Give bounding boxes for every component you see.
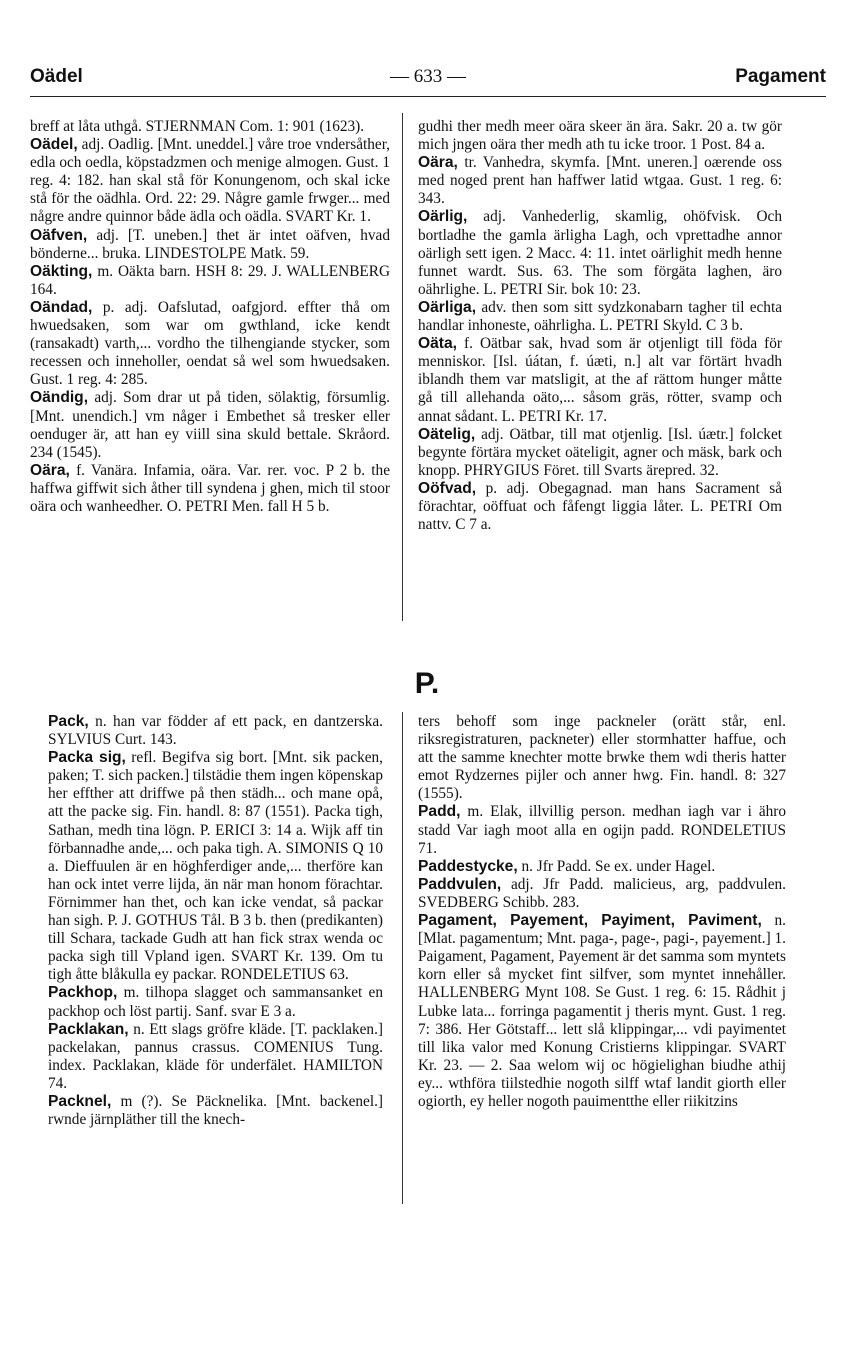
entry-text: refl. Begifva sig bort. [Mnt. sik packen, paken; T. sich packen.] tilstädie them ingen köpenskap her effther att driffwe på then städh... och mane opå, att the packe sig. Fin. handl. 8: 87 (1551). Packa tigh, Sathan, medh tina lögn. P. ERICI 3: 14 a. Wijk aff tin förbannadhe ande,... och paka tigh. A. SIMONIS Q 10 a. Dieffuulen är en höghferdiger ande,... therföre kan han ock intet verre lijda, än när man honom förachtar. Förnimmer han thet, och kan icke vendat, så packar han sigh. P. J. GOTHUS Tål. B 3 b. then (predikanten) till Schara, tackade Gudh att han fick strax wenda oc packa sigh till Vpland igen. SVART Kr. 139. Om tu tigh åtte blåkulla ey packar. RONDELETIUS 63. (48, 749, 384, 984)
dictionary-entry (418, 426, 782, 480)
dictionary-entry (30, 389, 390, 461)
dictionary-entry (48, 1021, 383, 1093)
page-header (30, 66, 826, 92)
column-bottom-left (48, 713, 383, 1129)
entry-headword: Oädel, (30, 136, 78, 154)
entry-headword: Pack, (48, 713, 89, 730)
column-divider-bottom (402, 712, 403, 1204)
header-right-keyword: Pagament (735, 66, 826, 87)
entry-text: adj. [T. uneben.] thet är intet oäfven, hvad bönderne... bruka. LINDESTOLPE Matk. 59. (30, 226, 390, 262)
dictionary-entry (30, 227, 390, 263)
dictionary-entry (418, 154, 782, 208)
dictionary-entry (30, 462, 390, 516)
entry-headword: Packhop, (48, 984, 118, 1002)
column-top-left (30, 118, 390, 516)
header-rule (30, 96, 826, 97)
dictionary-entry (418, 208, 782, 298)
page-number: — 633 — (390, 66, 466, 87)
dictionary-entry (30, 118, 390, 136)
entry-headword: Packnel, (48, 1092, 112, 1110)
entry-headword: Oära, (418, 154, 458, 172)
column-top-right (418, 118, 782, 534)
entry-text: breff at låta uthgå. STJERNMAN Com. 1: 901 (1623). (30, 118, 365, 135)
entry-text: ters behoff som inge packneler (orätt står, enl. riksregistraturen, packneter) eller stormhatter haffue, och att the samme knechter motte brwke them wdi theris hatter emot Rydzernes pijler och anner hwg. Fin. handl. 8: 327 (1555). (418, 713, 786, 803)
dictionary-entry (418, 299, 782, 335)
entry-text: m. tilhopa slagget och sammansanket en packhop och löst partij. Sanf. svar E 3 a. (48, 984, 383, 1020)
entry-text: n. Ett slags gröfre kläde. [T. packlaken.] packelakan, pannus crassus. COMENIUS Tung. index. Packlakan, kläde för underfälet. HAMILTON 74. (48, 1020, 383, 1092)
entry-text: m (?). Se Päcknelika. [Mnt. backenel.] rwnde järnpläther till the knech- (48, 1092, 383, 1129)
entry-headword: Oändig, (30, 389, 89, 407)
entry-headword: Oändad, (30, 298, 93, 316)
entry-headword: Paddvulen, (418, 875, 502, 893)
entry-headword: Oätelig, (418, 425, 476, 443)
entry-text: adj. Vanhederlig, skamlig, ohöfvisk. Och bortladhe the gamla ärligha Lagh, och vprettadhe annor oärligh sett igen. 2 Macc. 4: 11. intet oärlighit medh henne funnet wardt. Sus. 63. The som förgäta laghen, äro oährlighe. L. PETRI Sir. bok 10: 23. (418, 208, 782, 298)
entry-headword: Oäkting, (30, 262, 93, 280)
entry-headword: Pagament, Payement, Payiment, Paviment, (418, 912, 762, 930)
dictionary-entry (418, 858, 786, 876)
entry-text: m. Elak, illvillig person. medhan iagh var i ähro stadd Var iagh moot alla en ogijn padd. RONDELETIUS 71. (418, 803, 786, 857)
dictionary-entry (418, 118, 782, 154)
dictionary-entry (48, 713, 383, 749)
dictionary-entry (30, 136, 390, 226)
entry-text: gudhi ther medh meer oära skeer än ära. Sakr. 20 a. tw gör mich jngen oära ther medh ath tu icke troor. 1 Post. 84 a. (418, 118, 782, 154)
entry-headword: Padd, (418, 803, 461, 821)
dictionary-entry (30, 299, 390, 389)
dictionary-entry (418, 803, 786, 857)
dictionary-entry (418, 912, 786, 1111)
entry-text: n. [Mlat. pagamentum; Mnt. paga-, page-, pagi-, payement.] 1. Paigament, Pagament, Payement är det samma som myntets korn eller så mycket fint silfver, som myntet innehåller. HALLENBERG Mynt 108. Se Gust. 1 reg. 6: 15. Rådhit j Lubke lata... forringa pagamentit j theris mynt. Gust. 1 reg. 7: 386. Her Götstaff... lett slå klippingar,... vdi payimentet till lika valor med Konung Cristierns klippingar. SVART Kr. 23. — 2. Saa welom wij oc högielighan biudhe athij ey... wthföra tiilstedhie nogoth silff wtaf landit giorth eller ogiorth, ey heller nogoth pauimentthe eller riikitzins (418, 912, 786, 1110)
section-letter: P. (414, 667, 440, 700)
entry-headword: Oärliga, (418, 298, 477, 316)
entry-text: p. adj. Obegagnad. man hans Sacrament så förachtar, oöffuat och fåfengt liggia låter. L. PETRI Om nattv. C 7 a. (418, 479, 782, 534)
entry-text: tr. Vanhedra, skymfa. [Mnt. uneren.] oærende oss med noged prent han haffwer latid wtgaa. Gust. 1 reg. 6: 343. (418, 154, 782, 208)
dictionary-entry (48, 984, 383, 1020)
entry-headword: Oäfven, (30, 226, 88, 244)
header-left-keyword: Oädel (30, 66, 83, 87)
entry-text: adv. then som sitt sydzkonabarn tagher til echta handlar inhoneste, oährligha. L. PETRI Skyld. C 3 b. (418, 298, 782, 335)
entry-headword: Oäta, (418, 335, 457, 353)
dictionary-entry (48, 749, 383, 984)
entry-text: f. Oätbar sak, hvad som är otjenligt till föda för menniskor. [Isl. úátan, f. úæti, n.] alt var förtärt hvadh iblandh them var matsligit, at the af rättom hunger måtte gå till allehanda oäto,... såsom gräs, rötter, svamp och annat sådant. L. PETRI Kr. 17. (418, 335, 782, 425)
column-divider-top (402, 113, 403, 621)
dictionary-entry (418, 713, 786, 803)
column-bottom-right (418, 713, 786, 1111)
entry-text: adj. Som drar ut på tiden, sölaktig, försumlig. [Mnt. unendich.] vm någer i Embethet så tresker eller oenduger är, att han ey viill sina skuld bettale. Skråord. 234 (1545). (30, 389, 390, 461)
entry-text: p. adj. Oafslutad, oafgjord. effter thå om hwuedsaken, som war om gwthland, icke kendt (ransakadt) varth,... vordho the tilhengiande stycker, som recessen och inneholler, oendat så wel som hwuedsaken. Gust. 1 reg. 4: 285. (30, 298, 390, 389)
entry-text: adj. Oadlig. [Mnt. uneddel.] våre troe vndersåther, edla och oedla, köpstadzmen och menige almogen. Gust. 1 reg. 4: 182. han skal stå för Konungenom, och skal icke stå för the oädhla. Ord. 22: 29. Någre gamle frwger... med någre andre quinnor både ädla och oädla. SVART Kr. 1. (30, 136, 390, 226)
entry-headword: Paddestycke, (418, 857, 518, 875)
entry-text: f. Vanära. Infamia, oära. Var. rer. voc. P 2 b. the haffwa giffwit sich åther till syndena j ghen, mich til stoor oära och wanheedher. O. PETRI Men. fall H 5 b. (30, 461, 390, 515)
entry-text: adj. Jfr Padd. malicieus, arg, paddvulen. SVEDBERG Schibb. 283. (418, 875, 786, 911)
dictionary-entry (418, 335, 782, 425)
dictionary-entry (48, 1093, 383, 1129)
dictionary-entry (418, 876, 786, 912)
entry-headword: Oärlig, (418, 208, 468, 226)
entry-headword: Oära, (30, 461, 70, 479)
entry-text: adj. Oätbar, till mat otjenlig. [Isl. úætr.] folcket begynte förtära mycket oäteligit, agner och mäsk, bark och knopp. PHRYGIUS Föret. till Svarts ärepred. 32. (418, 425, 782, 479)
entry-text: n. han var födder af ett pack, en dantzerska. SYLVIUS Curt. 143. (48, 713, 383, 749)
entry-headword: Packlakan, (48, 1020, 129, 1038)
dictionary-entry (418, 480, 782, 534)
dictionary-entry (30, 263, 390, 299)
entry-headword: Oöfvad, (418, 479, 477, 497)
entry-text: m. Oäkta barn. HSH 8: 29. J. WALLENBERG 164. (30, 262, 390, 298)
entry-headword: Packa sig, (48, 749, 126, 767)
entry-text: n. Jfr Padd. Se ex. under Hagel. (517, 857, 716, 875)
